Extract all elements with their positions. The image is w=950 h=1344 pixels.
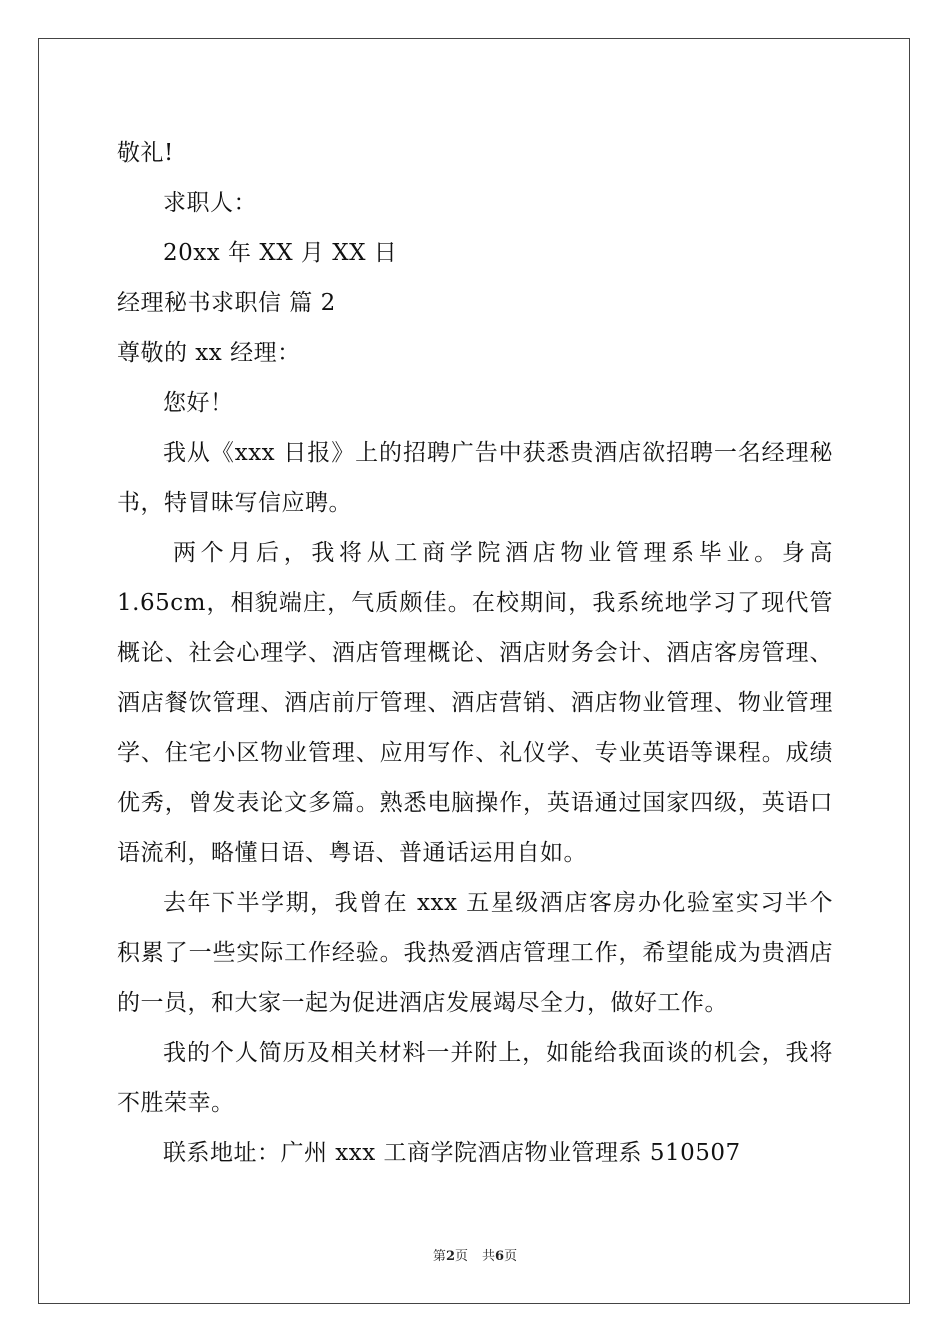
page-footer (0, 1245, 950, 1264)
salutation: 尊敬的 xx 经理： (117, 340, 301, 366)
total-pages-prefix: 共 (482, 1249, 496, 1264)
total-pages-suffix: 页 (504, 1249, 518, 1264)
paragraph-2-line: 1.65cm，相貌端庄，气质颇佳。在校期间，我系统地学习了现代管 (117, 590, 833, 616)
greeting: 您好！ (163, 390, 234, 416)
applicant-label: 求职人： (163, 190, 257, 216)
paragraph-2-line: 学、住宅小区物业管理、应用写作、礼仪学、专业英语等课程。成绩 (117, 740, 833, 766)
paragraph-1-line: 我从《xxx 日报》上的招聘广告中获悉贵酒店欲招聘一名经理秘 (163, 440, 833, 466)
paragraph-2-line: 语流利，略懂日语、粤语、普通话运用自如。 (117, 840, 587, 866)
page-number-suffix: 页 (454, 1249, 468, 1264)
paragraph-2-line: 酒店餐饮管理、酒店前厅管理、酒店营销、酒店物业管理、物业管理 (117, 690, 833, 716)
paragraph-3-line: 积累了一些实际工作经验。我热爱酒店管理工作，希望能成为贵酒店 (117, 940, 833, 966)
paragraph-2-line: 概论、社会心理学、酒店管理概论、酒店财务会计、酒店客房管理、 (117, 640, 833, 666)
paragraph-4-line: 我的个人简历及相关材料一并附上，如能给我面谈的机会，我将 (163, 1040, 833, 1066)
current-page-number: 2 (445, 1249, 455, 1264)
total-page-count: 6 (495, 1249, 505, 1264)
paragraph-3-line: 去年下半学期，我曾在 xxx 五星级酒店客房办化验室实习半个 (163, 890, 833, 916)
paragraph-4-line: 不胜荣幸。 (117, 1090, 235, 1116)
paragraph-1-line: 书，特冒昧写信应聘。 (117, 490, 352, 516)
page-number-prefix: 第 (432, 1249, 446, 1264)
letter-body (117, 128, 833, 1178)
date-line: 20xx 年 XX 月 XX 日 (163, 240, 398, 266)
paragraph-3-line: 的一员，和大家一起为促进酒店发展竭尽全力，做好工作。 (117, 990, 728, 1016)
paragraph-2-line: 两个月后，我将从工商学院酒店物业管理系毕业。身高 (173, 540, 833, 566)
paragraph-2-line: 优秀，曾发表论文多篇。熟悉电脑操作，英语通过国家四级，英语口 (117, 790, 833, 816)
section-title: 经理秘书求职信 篇 2 (117, 290, 336, 316)
closing-line: 敬礼! (117, 140, 174, 166)
contact-address: 联系地址：广州 xxx 工商学院酒店物业管理系 510507 (163, 1140, 741, 1166)
